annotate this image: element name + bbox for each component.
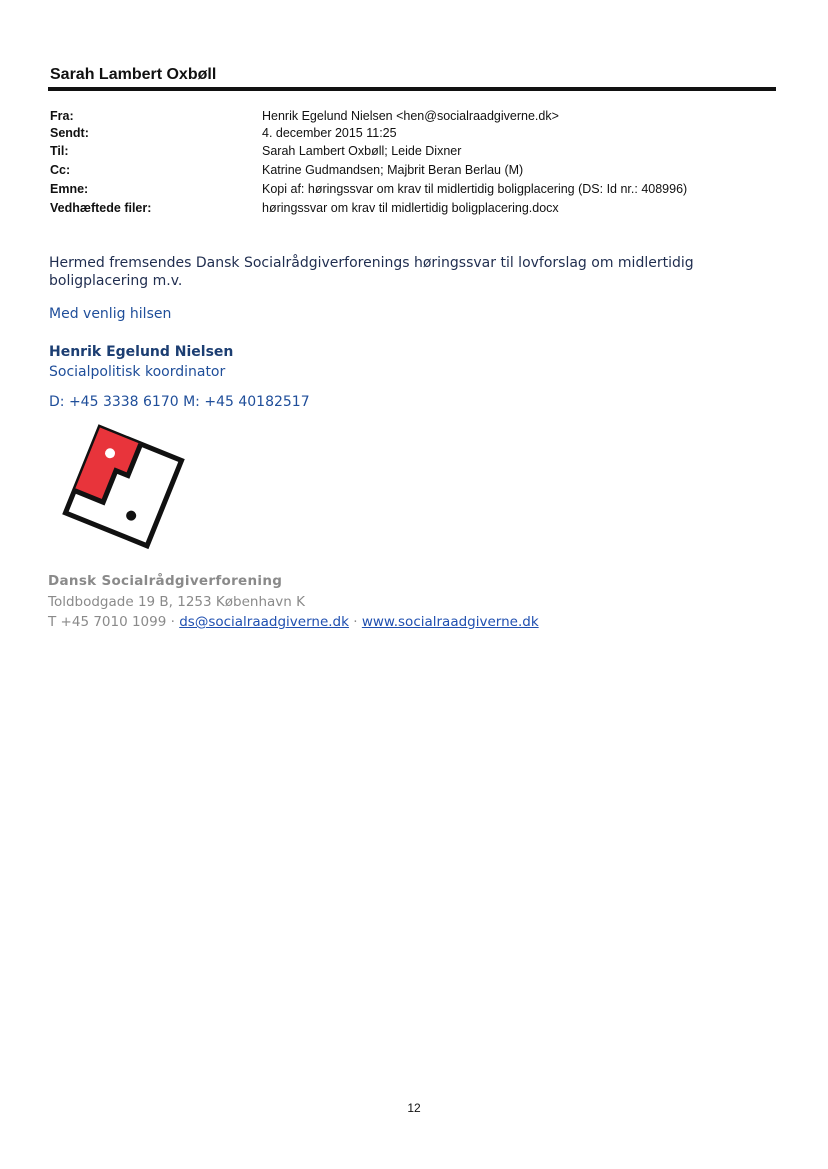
signature-phone: D: +45 3338 6170 M: +45 40182517 [49, 394, 310, 410]
from-value: Henrik Egelund Nielsen <hen@socialraadgiverne.dk> [262, 109, 559, 123]
attachments-value: høringssvar om krav til midlertidig boligplacering.docx [262, 201, 559, 215]
attachments-label: Vedhæftede filer: [50, 201, 152, 215]
organization-phone: T +45 7010 1099 [48, 614, 167, 630]
sent-value: 4. december 2015 11:25 [262, 126, 397, 140]
from-label: Fra: [50, 109, 74, 123]
closing-greeting: Med venlig hilsen [49, 306, 172, 322]
message-body-line: Hermed fremsendes Dansk Socialrådgiverforenings høringssvar til lovforslag om midlertidig [49, 255, 694, 271]
organization-address: Toldbodgade 19 B, 1253 København K [48, 594, 305, 610]
message-body [49, 254, 729, 290]
separator-dot: · [170, 614, 175, 630]
website-link[interactable]: www.socialraadgiverne.dk [361, 614, 539, 630]
to-value: Sarah Lambert Oxbøll; Leide Dixner [262, 144, 462, 158]
header-rule [48, 87, 776, 91]
cc-label: Cc: [50, 163, 71, 177]
document-owner-name: Sarah Lambert Oxbøll [50, 66, 217, 83]
organization-contact [48, 614, 539, 630]
organization-logo [55, 418, 190, 553]
signature-title: Socialpolitisk koordinator [49, 364, 226, 380]
subject-label: Emne: [50, 182, 89, 196]
cc-value: Katrine Gudmandsen; Majbrit Beran Berlau (M) [262, 163, 524, 177]
page-number: 12 [407, 1101, 421, 1115]
email-link[interactable]: ds@socialraadgiverne.dk [179, 614, 349, 630]
message-body-line: boligplacering m.v. [49, 273, 183, 289]
subject-value: Kopi af: høringssvar om krav til midlertidig boligplacering (DS: Id nr.: 408996) [262, 182, 688, 196]
sent-label: Sendt: [50, 126, 89, 140]
organization-name: Dansk Socialrådgiverforening [48, 573, 283, 589]
signature-name: Henrik Egelund Nielsen [49, 344, 234, 360]
to-label: Til: [50, 144, 69, 158]
separator-dot: · [353, 614, 358, 630]
